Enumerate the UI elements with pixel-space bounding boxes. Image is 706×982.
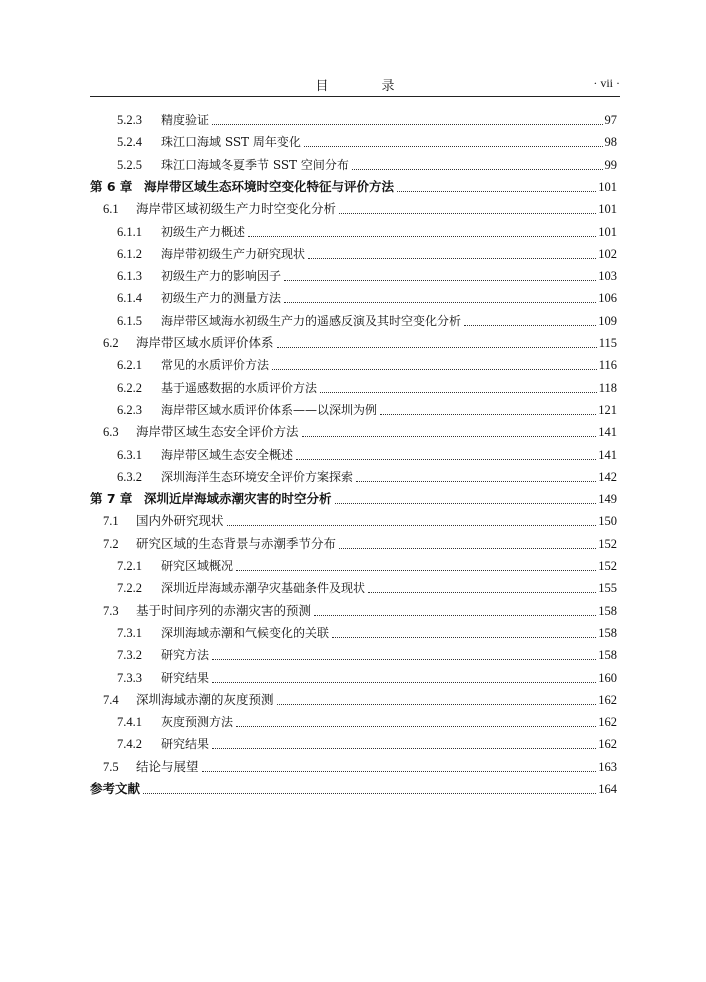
- toc-dot-leader: [397, 190, 596, 192]
- toc-entry[interactable]: [117, 467, 617, 487]
- toc-entry-title: 研究方法: [161, 648, 210, 663]
- toc-dot-leader: [368, 591, 596, 593]
- toc-entry-page: 101: [598, 202, 617, 217]
- toc-entry[interactable]: [117, 712, 617, 732]
- toc-entry-number: 7.3.2: [117, 648, 142, 663]
- toc-entry-page: 101: [598, 224, 617, 239]
- toc-entry-number: 6.3: [103, 425, 119, 440]
- toc-entry-page: 162: [598, 737, 617, 752]
- toc-entry-title: 精度验证: [161, 113, 210, 127]
- toc-entry-number: 6.1.5: [117, 313, 142, 328]
- toc-entry-page: 162: [598, 692, 617, 707]
- toc-dot-leader: [335, 502, 597, 504]
- toc-entry[interactable]: [117, 132, 617, 152]
- toc-entry-number: 6.2: [103, 336, 119, 350]
- toc-entry[interactable]: [103, 511, 617, 531]
- toc-entry-page: 158: [598, 603, 617, 618]
- toc-entry-number: 6.1.3: [117, 269, 142, 284]
- toc-entry-page: 118: [598, 380, 617, 395]
- toc-entry-number: 7.2: [103, 536, 119, 551]
- toc-dot-leader: [296, 458, 596, 460]
- toc-entry-title: 研究结果: [161, 670, 210, 685]
- toc-entry-page: 163: [598, 759, 617, 774]
- toc-dot-leader: [284, 301, 596, 303]
- toc-entry-title: 初级生产力的测量方法: [161, 291, 282, 306]
- toc-entry-title: 珠江口海域冬夏季节 SST 空间分布: [161, 157, 349, 172]
- toc-entry[interactable]: [103, 690, 617, 710]
- toc-entry-page: 99: [604, 157, 617, 172]
- toc-entry-number: 5.2.5: [117, 157, 142, 172]
- toc-entry-title: 参考文献: [90, 781, 141, 796]
- toc-dot-leader: [302, 435, 597, 437]
- toc-entry-title: 深圳近岸海域赤潮灾害的时空分析: [144, 491, 332, 507]
- toc-dot-leader: [339, 547, 596, 549]
- toc-entry-page: 152: [598, 559, 617, 573]
- toc-entry[interactable]: [117, 155, 617, 175]
- toc-entry-page: 102: [598, 246, 617, 261]
- toc-entry-title: 研究结果: [161, 737, 210, 752]
- toc-entry-page: 155: [598, 581, 617, 596]
- toc-entry-title: 深圳海域赤潮和气候变化的关联: [161, 625, 330, 640]
- header-title: 目 录: [315, 79, 415, 94]
- page-header: [90, 72, 620, 97]
- header-page-number: · vii ·: [593, 76, 620, 90]
- toc-entry-number: 7.1: [103, 514, 119, 529]
- toc-entry[interactable]: [117, 378, 617, 398]
- toc-entry-page: 152: [598, 536, 617, 551]
- toc-entry-title: 海岸带区域水质评价体系: [136, 335, 274, 350]
- toc-entry[interactable]: [103, 199, 617, 219]
- toc-entry[interactable]: [117, 110, 617, 130]
- toc-entry-number: 7.4.1: [117, 715, 142, 730]
- toc-entry-title: 研究区域的生态背景与赤潮季节分布: [136, 535, 337, 551]
- toc-entry-number: 第 6 章: [90, 178, 133, 194]
- toc-entry-number: 6.1.4: [117, 291, 142, 306]
- toc-entry-page: 149: [598, 492, 617, 507]
- toc-dot-leader: [304, 145, 603, 147]
- toc-entry-title: 深圳近岸海域赤潮孕灾基础条件及现状: [161, 581, 366, 596]
- toc-entry-title: 海岸带区域生态环境时空变化特征与评价方法: [144, 178, 395, 194]
- toc-entry-title: 深圳海洋生态环境安全评价方案探索: [161, 469, 354, 484]
- toc-entry[interactable]: [103, 422, 617, 442]
- toc-entry-page: 116: [598, 358, 617, 373]
- toc-entry-number: 6.1: [103, 202, 119, 217]
- toc-entry-number: 6.2.1: [117, 358, 142, 373]
- toc-entry-number: 6.1.1: [117, 224, 142, 239]
- toc-entry-number: 7.2.1: [117, 559, 142, 573]
- toc-dot-leader: [320, 391, 597, 393]
- toc-entry-number: 7.2.2: [117, 581, 142, 596]
- toc-entry-title: 基于时间序列的赤潮灾害的预测: [136, 602, 312, 618]
- toc-dot-leader: [284, 279, 596, 281]
- toc-entry-page: 158: [598, 648, 617, 663]
- toc-entry-number: 7.3: [103, 603, 119, 618]
- toc-entry-page: 141: [598, 425, 617, 440]
- toc-dot-leader: [236, 725, 596, 727]
- toc-entry-page: 97: [604, 113, 617, 127]
- toc-entry-title: 海岸带区域水质评价体系——以深圳为例: [161, 402, 378, 417]
- toc-entry-page: 141: [598, 447, 617, 462]
- toc-entry[interactable]: [117, 445, 617, 465]
- toc-entry-page: 142: [598, 469, 617, 484]
- toc-entry-page: 164: [598, 782, 617, 796]
- toc-dot-leader: [202, 770, 597, 772]
- toc-entry-page: 98: [604, 135, 617, 150]
- toc-entry[interactable]: [117, 556, 617, 576]
- toc-dot-leader: [314, 614, 596, 616]
- toc-entry-title: 基于遥感数据的水质评价方法: [161, 380, 318, 395]
- toc-entry-title: 结论与展望: [136, 758, 199, 774]
- toc-entry[interactable]: [117, 288, 617, 308]
- toc-dot-leader: [352, 168, 603, 170]
- toc-entry[interactable]: [103, 757, 617, 777]
- toc-entry-number: 6.3.2: [117, 469, 142, 484]
- toc-entry[interactable]: [90, 177, 617, 197]
- toc-entry[interactable]: [103, 534, 617, 554]
- toc-dot-leader: [464, 324, 596, 326]
- toc-entry-page: 115: [598, 336, 617, 350]
- toc-entry-number: 第 7 章: [90, 491, 133, 507]
- toc-entry[interactable]: [117, 734, 617, 754]
- toc-entry[interactable]: [90, 779, 617, 799]
- toc-entry-title: 初级生产力概述: [161, 224, 246, 239]
- toc-entry[interactable]: [117, 266, 617, 286]
- toc-dot-leader: [277, 346, 597, 348]
- toc-entry-number: 7.5: [103, 759, 119, 774]
- toc-entry-number: 7.3.1: [117, 625, 142, 640]
- toc-entry-page: 106: [598, 291, 617, 306]
- toc-dot-leader: [332, 636, 596, 638]
- toc-entry-page: 101: [598, 179, 617, 194]
- toc-entry[interactable]: [103, 601, 617, 621]
- toc-dot-leader: [380, 413, 596, 415]
- toc-dot-leader: [212, 658, 596, 660]
- toc-dot-leader: [227, 524, 597, 526]
- toc-dot-leader: [212, 747, 596, 749]
- toc-dot-leader: [212, 681, 596, 683]
- toc-entry[interactable]: [117, 311, 617, 331]
- toc-entry-title: 海岸带区域初级生产力时空变化分析: [136, 201, 337, 217]
- toc-dot-leader: [212, 123, 602, 125]
- toc-entry[interactable]: [117, 222, 617, 242]
- toc-entry-number: 6.1.2: [117, 246, 142, 261]
- toc-entry[interactable]: [117, 645, 617, 665]
- toc-entry-number: 6.2.3: [117, 402, 142, 417]
- toc-entry-title: 珠江口海域 SST 周年变化: [161, 135, 301, 150]
- toc-entry-number: 6.2.2: [117, 380, 142, 395]
- toc-dot-leader: [277, 703, 597, 705]
- toc-entry-page: 160: [598, 670, 617, 685]
- toc-entry-page: 150: [598, 514, 617, 529]
- toc-entry-number: 6.3.1: [117, 447, 142, 462]
- toc-entry[interactable]: [103, 333, 617, 353]
- toc-entry-title: 灰度预测方法: [161, 715, 234, 730]
- toc-entry-number: 5.2.3: [117, 113, 142, 127]
- toc-entry-number: 7.3.3: [117, 670, 142, 685]
- toc-entry-number: 7.4: [103, 692, 119, 707]
- toc-entry-title: 常见的水质评价方法: [161, 358, 270, 373]
- toc-entry-number: 7.4.2: [117, 737, 142, 752]
- toc-entry-page: 109: [598, 313, 617, 328]
- toc-entry-title: 海岸带区域生态安全评价方法: [136, 424, 299, 440]
- toc-entry-title: 初级生产力的影响因子: [161, 269, 282, 284]
- toc-dot-leader: [339, 212, 596, 214]
- toc-entry-title: 海岸带初级生产力研究现状: [161, 246, 306, 261]
- toc-dot-leader: [272, 368, 597, 370]
- toc-entry-page: 162: [598, 715, 617, 730]
- toc-dot-leader: [308, 257, 596, 259]
- toc-entry-page: 121: [598, 402, 617, 417]
- toc-entry-title: 深圳海域赤潮的灰度预测: [136, 691, 274, 707]
- toc-dot-leader: [248, 235, 596, 237]
- toc-entry[interactable]: [117, 668, 617, 688]
- toc-entry-title: 海岸带区域生态安全概述: [161, 447, 294, 462]
- toc-entry[interactable]: [117, 355, 617, 375]
- toc-entry[interactable]: [117, 400, 617, 420]
- toc-entry-page: 103: [598, 269, 617, 284]
- toc-entry-title: 研究区域概况: [161, 559, 234, 573]
- toc-entry-title: 国内外研究现状: [136, 513, 224, 529]
- toc-entry-page: 158: [598, 625, 617, 640]
- toc-dot-leader: [236, 569, 596, 571]
- toc-dot-leader: [356, 480, 596, 482]
- toc-entry[interactable]: [90, 489, 617, 509]
- toc-entry-title: 海岸带区域海水初级生产力的遥感反演及其时空变化分析: [161, 313, 462, 328]
- toc-entry[interactable]: [117, 623, 617, 643]
- toc-entry[interactable]: [117, 578, 617, 598]
- toc-entry-number: 5.2.4: [117, 135, 142, 150]
- toc-dot-leader: [143, 792, 596, 794]
- toc-entry[interactable]: [117, 244, 617, 264]
